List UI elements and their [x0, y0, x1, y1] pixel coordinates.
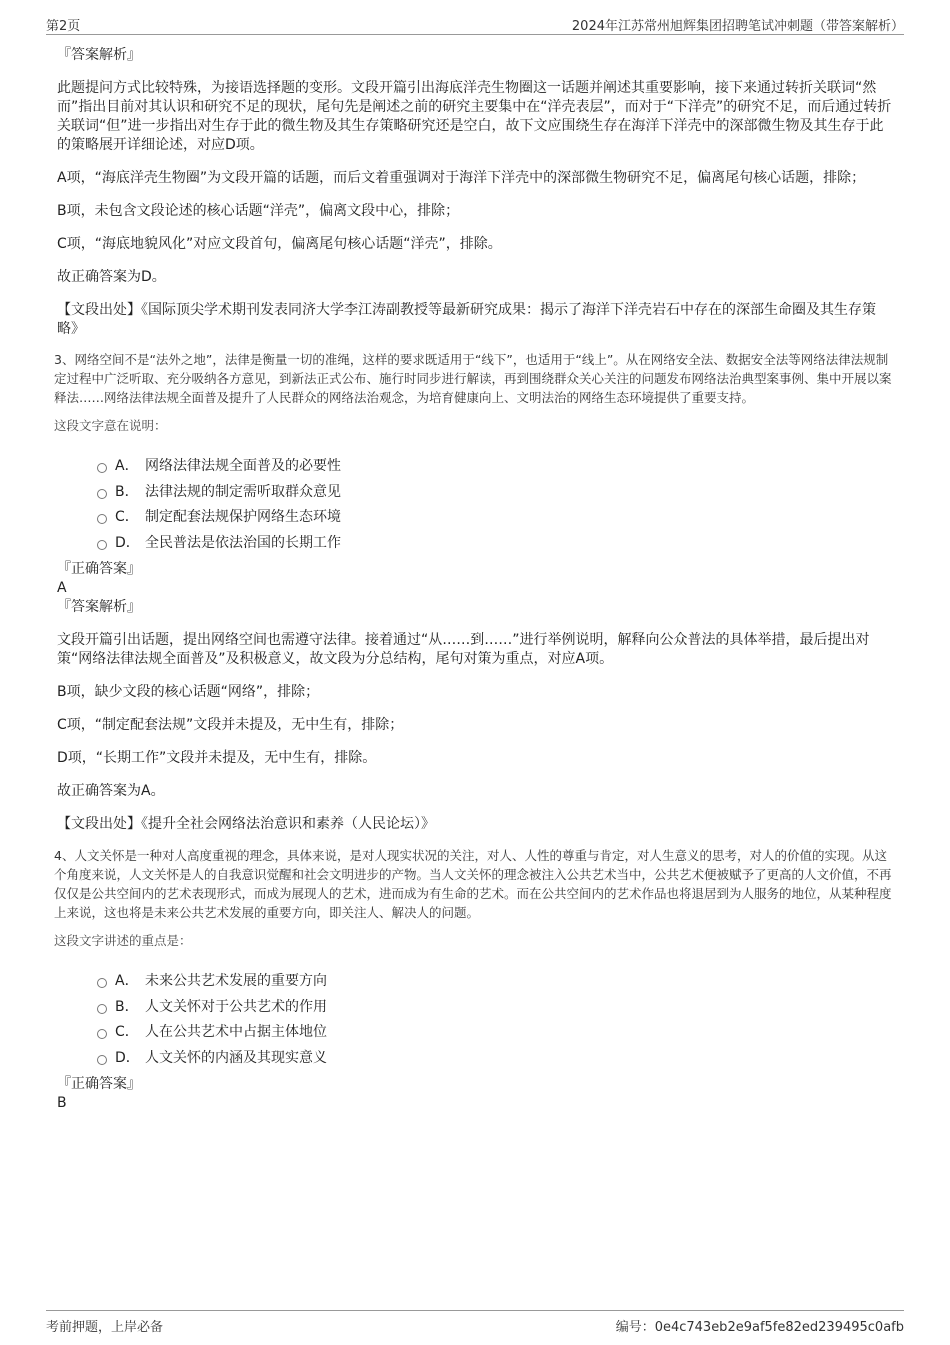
question-4-text: 4、人文关怀是一种对人高度重视的理念，具体来说，是对人现实状况的关注，对人、人性的尊重与肯定，对人生意义的思考，对人的价值的实现。从这个角度来说，人文关怀是人的自我意识觉醒和社会文明进步的产物。当人文关怀的理念被注入公共艺术当中，公共艺术便被赋予了更高的人文价值，不再仅仅是公共空间内的艺术表现形式，而成为展现人的艺术，进而成为有生命的艺术。而在公共空间内的艺术作品也将退居到为人服务的地位，从某种程度上来说，这也将是未来公共艺术发展的重要方向，即关注人、解决人的问题。: [54, 848, 892, 920]
analysis-text: 此题提问方式比较特殊，为接语选择题的变形。文段开篇引出海底洋壳生物圈这一话题并阐述其重要影响，接下来通过转折关联词“然而”指出目前对其认识和研究不足的现状，尾句先是阐述之前的研究主要集中在“洋壳表层”，而对于“下洋壳”的研究不足，而后通过转折关联词“但”进一步指出对生存于此的微生物及其生存策略研究还是空白，故下文应围绕生存在海洋下洋壳中的深部微生物及其生存于此的策略展开详细论述，对应D项。: [57, 80, 892, 153]
analysis-text: 文段开篇引出话题，提出网络空间也需遵守法律。接着通过“从……到……”进行举例说明，解释向公众普法的具体举措，最后提出对策“网络法律法规全面普及”及积极意义，故文段为分总结构，尾句对策为重点，对应A项。: [57, 632, 870, 667]
question-3-text: 3、网络空间不是“法外之地”，法律是衡量一切的准绳，这样的要求既适用于“线下”，也适用于“线上”。从在网络安全法、数据安全法等网络法律法规制定过程中广泛听取、充分吸纳各方意见，到新法正式公布、施行时同步进行解读，再到围绕群众关心关注的问题发布网络法治典型案事例、集中开展以案释法……网络法律法规全面普及提升了人民群众的网络法治观念，为培育健康向上、文明法治的网络生态环境提供了重要支持。: [54, 352, 892, 405]
question-3-options: [57, 454, 895, 556]
radio-icon[interactable]: [97, 463, 107, 473]
page-content: [54, 46, 895, 1113]
radio-icon[interactable]: [97, 978, 107, 988]
analysis-option-b: B项，缺少文段的核心话题“网络”，排除；: [57, 684, 320, 700]
correct-answer: B: [57, 1095, 67, 1111]
correct-answer-label: 『正确答案』: [57, 561, 141, 577]
analysis-option-c: C项，“海底地貌风化”对应文段首句，偏离尾句核心话题“洋壳”，排除。: [57, 236, 502, 252]
analysis-source: 【文段出处】《国际顶尖学术期刊发表同济大学李江涛副教授等最新研究成果：揭示了海洋下洋壳岩石中存在的深部生命圈及其生存策略》: [57, 302, 876, 337]
analysis-label: 『答案解析』: [57, 599, 141, 615]
analysis-label: 『答案解析』: [57, 47, 141, 63]
correct-answer-label: 『正确答案』: [57, 1076, 141, 1092]
radio-icon[interactable]: [97, 489, 107, 499]
radio-icon[interactable]: [97, 514, 107, 524]
analysis-conclusion: 故正确答案为D。: [57, 269, 166, 285]
option-b[interactable]: B． 法律法规的制定需听取群众意见: [95, 480, 895, 506]
radio-icon[interactable]: [97, 1004, 107, 1014]
question-4-options: [57, 969, 895, 1071]
document-title: 2024年江苏常州旭辉集团招聘笔试冲刺题（带答案解析）: [571, 19, 904, 34]
footer-slogan: 考前押题，上岸必备: [46, 1320, 164, 1335]
analysis-conclusion: 故正确答案为A。: [57, 783, 165, 799]
option-b[interactable]: B． 人文关怀对于公共艺术的作用: [95, 995, 895, 1021]
analysis-option-d: D项，“长期工作”文段并未提及，无中生有，排除。: [57, 750, 377, 766]
option-c[interactable]: C． 人在公共艺术中占据主体地位: [95, 1020, 895, 1046]
radio-icon[interactable]: [97, 540, 107, 550]
question-4-prompt: 这段文字讲述的重点是：: [54, 933, 192, 948]
question-3-prompt: 这段文字意在说明：: [54, 418, 167, 433]
option-c[interactable]: C． 制定配套法规保护网络生态环境: [95, 505, 895, 531]
correct-answer: A: [57, 580, 67, 596]
page-footer: [46, 1310, 904, 1335]
footer-serial: 编号：0e4c743eb2e9af5fe82ed239495c0afb: [615, 1320, 904, 1335]
analysis-option-b: B项，未包含文段论述的核心话题“洋壳”，偏离文段中心，排除；: [57, 203, 460, 219]
page-number: 第2页: [46, 19, 81, 34]
option-a[interactable]: A． 未来公共艺术发展的重要方向: [95, 969, 895, 995]
analysis-source: 【文段出处】《提升全社会网络法治意识和素养（人民论坛）》: [57, 816, 435, 832]
analysis-option-a: A项，“海底洋壳生物圈”为文段开篇的话题，而后文着重强调对于海洋下洋壳中的深部微生物研究不足，偏离尾句核心话题，排除；: [57, 170, 866, 186]
radio-icon[interactable]: [97, 1055, 107, 1065]
option-d[interactable]: D． 人文关怀的内涵及其现实意义: [95, 1046, 895, 1072]
page-header: [46, 14, 904, 35]
analysis-option-c: C项，“制定配套法规”文段并未提及，无中生有，排除；: [57, 717, 404, 733]
option-a[interactable]: A． 网络法律法规全面普及的必要性: [95, 454, 895, 480]
option-d[interactable]: D． 全民普法是依法治国的长期工作: [95, 531, 895, 557]
radio-icon[interactable]: [97, 1029, 107, 1039]
